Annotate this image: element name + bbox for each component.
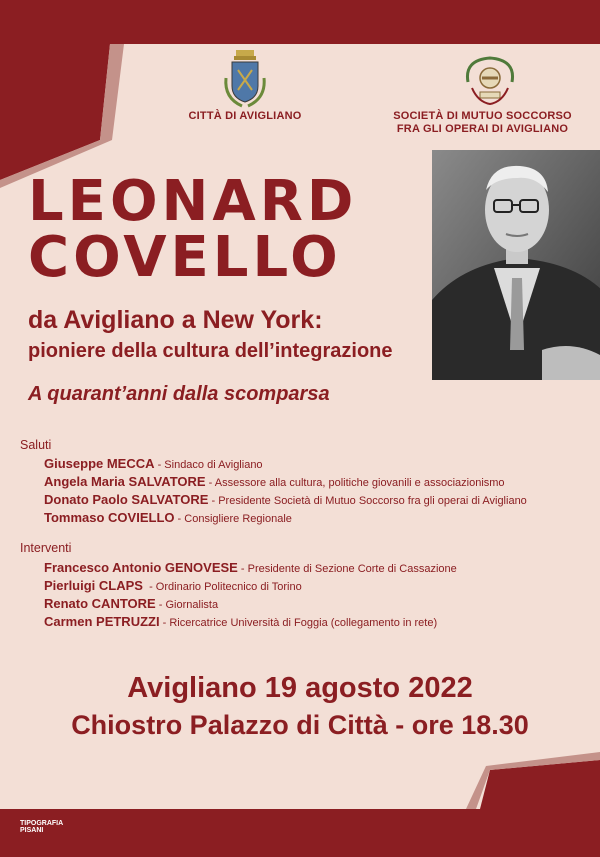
society-name bbox=[380, 110, 585, 136]
speaker-name: Renato CANTORE bbox=[44, 596, 156, 611]
subtitle-1: da Avigliano a New York: bbox=[28, 306, 323, 334]
title-first-name: LEONARD bbox=[28, 169, 358, 234]
title-last-name: COVELLO bbox=[28, 225, 342, 290]
bottom-band bbox=[0, 809, 600, 857]
speaker-role: - Presidente di Sezione Corte di Cassazione bbox=[237, 563, 457, 575]
speaker-role: - Sindaco di Avigliano bbox=[154, 459, 263, 471]
speaker-name: Francesco Antonio GENOVESE bbox=[44, 560, 238, 575]
speaker-name: Tommaso COVIELLO bbox=[44, 510, 175, 525]
speaker-role: - Assessore alla cultura, politiche giovanili e associazionismo bbox=[205, 477, 505, 489]
speaker-role: - Presidente Società di Mutuo Soccorso fra gli operai di Avigliano bbox=[208, 495, 527, 507]
avigliano-coat-of-arms-icon bbox=[220, 48, 270, 110]
saluti-entry bbox=[44, 474, 505, 489]
city-name: CITTÀ DI AVIGLIANO bbox=[188, 110, 302, 122]
speaker-name: Angela Maria SALVATORE bbox=[44, 474, 206, 489]
speaker-role: - Ricercatrice Università di Foggia (collegamento in rete) bbox=[159, 617, 438, 629]
saluti-entry bbox=[44, 492, 527, 507]
speaker-name: Pierluigi CLAPS bbox=[44, 578, 143, 593]
interventi-entry bbox=[44, 560, 457, 575]
subtitle-2: pioniere della cultura dell’integrazione bbox=[28, 340, 393, 362]
speaker-name: Giuseppe MECCA bbox=[44, 456, 155, 471]
interventi-heading: Interventi bbox=[20, 541, 72, 555]
saluti-entry bbox=[44, 510, 292, 525]
mutuo-soccorso-emblem-icon bbox=[458, 52, 522, 110]
interventi-entry bbox=[44, 614, 437, 629]
speaker-role: - Consigliere Regionale bbox=[174, 513, 292, 525]
speaker-name: Donato Paolo SALVATORE bbox=[44, 492, 209, 507]
interventi-entry bbox=[44, 578, 302, 593]
society-name-line2: FRA GLI OPERAI DI AVIGLIANO bbox=[396, 123, 569, 135]
society-name-line1: SOCIETÀ DI MUTUO SOCCORSO bbox=[393, 110, 572, 122]
event-place: Chiostro Palazzo di Città - ore 18.30 bbox=[71, 710, 529, 740]
event-date: Avigliano 19 agosto 2022 bbox=[127, 672, 473, 704]
printer-logo-line2: PISANI bbox=[20, 827, 44, 834]
saluti-entry bbox=[44, 456, 263, 471]
saluti-heading: Saluti bbox=[20, 438, 52, 452]
speaker-role: - Giornalista bbox=[155, 599, 219, 611]
printer-logo bbox=[20, 820, 63, 834]
speaker-role: - Ordinario Politecnico di Torino bbox=[142, 581, 302, 593]
portrait-photo bbox=[432, 150, 600, 380]
printer-logo-line1: TIPOGRAFIA bbox=[20, 820, 64, 827]
interventi-entry bbox=[44, 596, 218, 611]
speaker-name: Carmen PETRUZZI bbox=[44, 614, 160, 629]
tagline: A quarant’anni dalla scomparsa bbox=[28, 383, 330, 405]
